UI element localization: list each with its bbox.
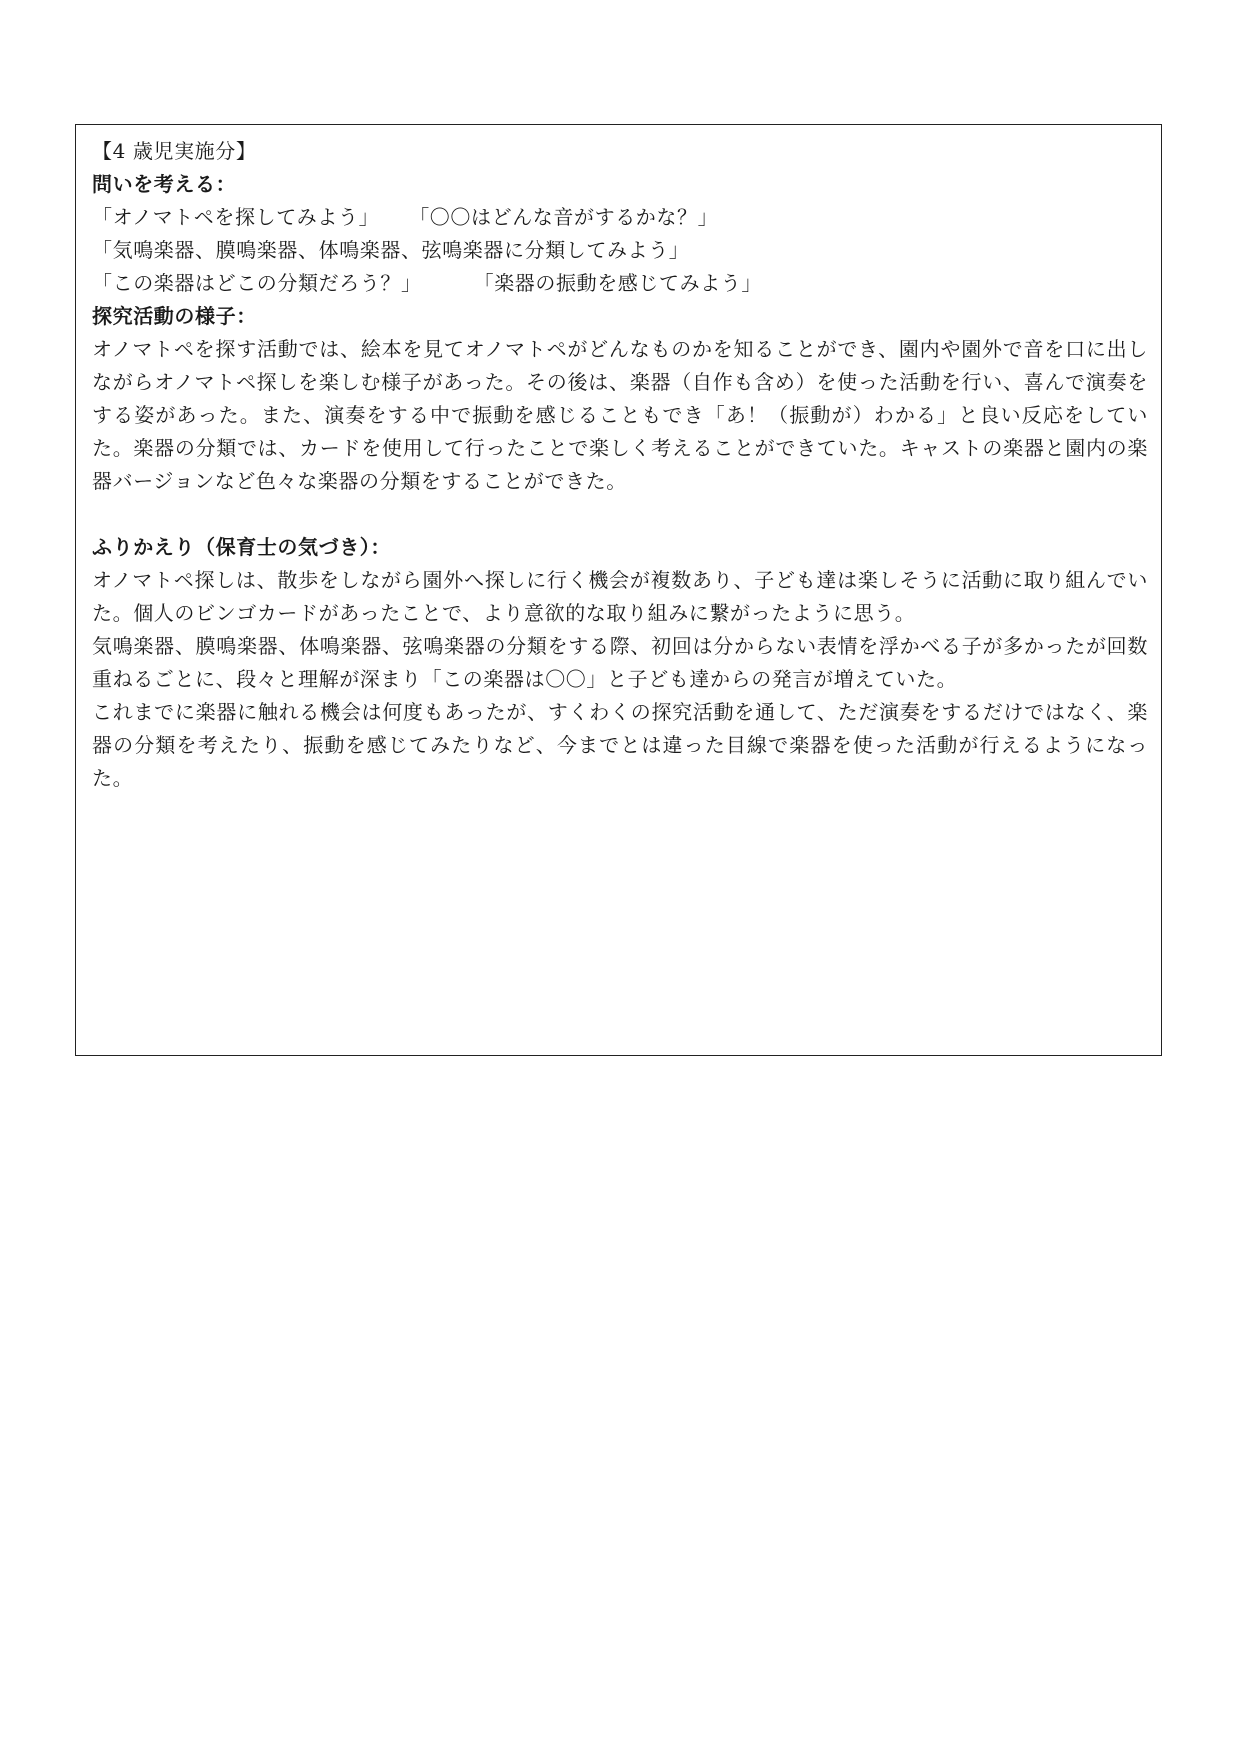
reflection-paragraph-1: オノマトペ探しは、散歩をしながら園外へ探しに行く機会が複数あり、子ども達は楽しそうに活動に取り組んでいた。個人のビンゴカードがあったことで、より意欲的な取り組みに繋がったように思う。: [92, 568, 1148, 625]
activity-body: [92, 333, 1148, 498]
question-3: 「気鳴楽器、膜鳴楽器、体鳴楽器、弦鳴楽器に分類してみよう」: [92, 238, 690, 262]
question-row-3: [92, 267, 1148, 300]
activity-heading: 探究活動の様子：: [92, 304, 257, 328]
spacer: [92, 498, 1148, 531]
question-row-1: [92, 201, 1148, 234]
question-4: 「この楽器はどこの分類だろう？」: [92, 271, 422, 295]
question-row-2: [92, 234, 1148, 267]
reflection-paragraph-3: これまでに楽器に触れる機会は何度もあったが、すくわくの探究活動を通して、ただ演奏をするだけではなく、楽器の分類を考えたり、振動を感じてみたりなど、今までとは違った目線で楽器を使った活動が行えるようになった。: [92, 700, 1148, 790]
question-5: 「楽器の振動を感じてみよう」: [473, 271, 763, 295]
questions-heading: 問いを考える：: [92, 172, 237, 196]
question-2: 「〇〇はどんな音がするかな？」: [409, 205, 719, 229]
activity-paragraph: オノマトペを探す活動では、絵本を見てオノマトペがどんなものかを知ることができ、園内や園外で音を口に出しながらオノマトペ探しを楽しむ様子があった。その後は、楽器（自作も含め）を使った活動を行い、喜んで演奏をする姿があった。また、演奏をする中で振動を感じることもでき「あ！（振動が）わかる」と良い反応をしていた。楽器の分類では、カードを使用して行ったことで楽しく考えることができていた。キャストの楽器と園内の楽器バージョンなど色々な楽器の分類をすることができた。: [92, 337, 1148, 493]
section-label: 【4 歳児実施分】: [92, 139, 257, 163]
reflection-paragraph-2: 気鳴楽器、膜鳴楽器、体鳴楽器、弦鳴楽器の分類をする際、初回は分からない表情を浮かべる子が多かったが回数重ねるごとに、段々と理解が深まり「この楽器は〇〇」と子ども達からの発言が増えていた。: [92, 634, 1148, 691]
report-frame: [75, 124, 1162, 1056]
question-1: 「オノマトペを探してみよう」: [92, 205, 380, 229]
report-content: [92, 135, 1148, 795]
reflection-body: [92, 564, 1148, 795]
reflection-heading: ふりかえり（保育士の気づき）：: [92, 535, 391, 559]
